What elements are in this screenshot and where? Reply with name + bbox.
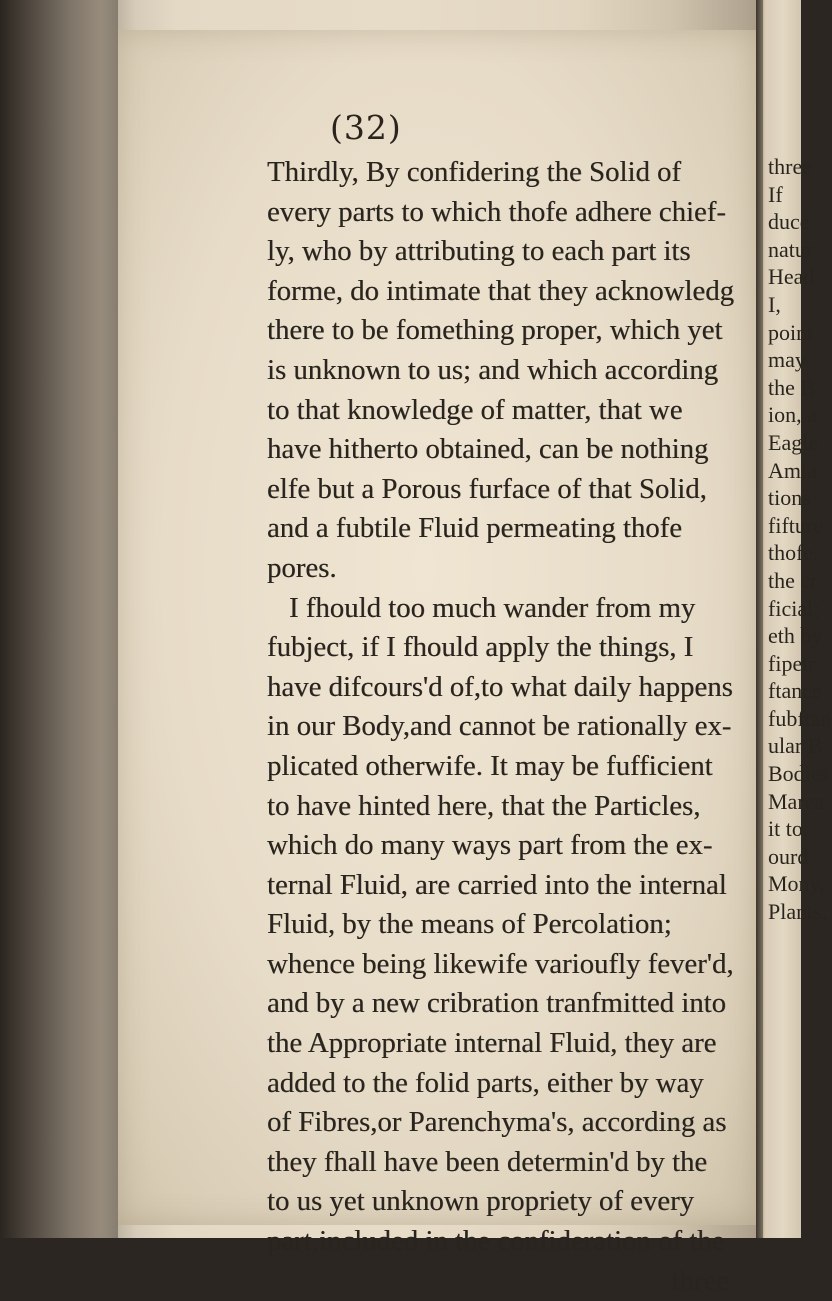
adjacent-fragment: fubftan [768,705,832,731]
page-body-text [267,153,735,1301]
text-line: plicated otherwife. It may be fufficient [267,749,713,782]
text-line: of Fibres,or Parenchyma's, according as [267,1106,727,1139]
book-gutter-shadow [0,0,118,1238]
adjacent-fragment: Mony, [768,871,825,897]
text-line: ternal Fluid, are carried into the internal [267,868,727,901]
adjacent-page-edge [756,0,832,1238]
adjacent-fragment: Bodies [768,761,830,787]
text-line: every parts to which thofe adhere chief- [267,195,726,228]
text-line: fubject, if I fhould apply the things, I [267,631,694,664]
text-line: part,included in the confideration of the [267,1225,725,1258]
adjacent-fragment: duce [768,209,810,235]
adjacent-fragment: Head [768,264,815,290]
text-line: to us yet unknown propriety of every [267,1185,695,1218]
text-line: is unknown to us; and which according [267,353,719,386]
catchword: three [671,1264,729,1297]
adjacent-fragment: the cr [768,567,818,593]
text-line: they fhall have been determin'd by the [267,1145,708,1178]
adjacent-fragment: may [768,347,806,373]
adjacent-fragment: it to, [768,816,809,842]
text-line: and by a new cribration tranfmitted into [267,987,727,1020]
text-line: added to the folid parts, either by way [267,1066,704,1099]
adjacent-fragment: fipetr [768,650,816,676]
adjacent-fragment: three [768,154,812,179]
adjacent-fragment: Amia [768,457,817,483]
text-line: ly, who by attributing to each part its [267,235,691,268]
adjacent-fragment: ular B [768,733,823,759]
text-line: Fluid, by the means of Percolation; [267,908,672,941]
adjacent-fragment: Marca [768,788,825,814]
text-line: have difcours'd of,to what daily happens [267,670,733,703]
adjacent-fragment: Plants, [768,899,828,925]
text-line: have hitherto obtained, can be nothing [267,433,709,466]
adjacent-fragment: I, [768,291,781,317]
text-line: elfe but a Porous furface of that Solid, [267,472,707,505]
adjacent-fragment: tions [768,485,811,511]
text-line: and a fubtile Fluid permeating thofe [267,512,683,545]
text-line: I fhould too much wander from my [289,591,696,624]
text-line: which do many ways part from the ex- [267,829,713,862]
text-line: pores. [267,551,337,584]
adjacent-fragment: eth by [768,623,823,649]
text-line: there to be fomething proper, which yet [267,314,723,347]
text-line: in our Body,and cannot be rationally ex- [267,710,732,743]
adjacent-fragment: the B [768,374,816,400]
adjacent-fragment: ftance [768,678,822,704]
text-line: Thirdly, By confidering the Solid of [267,156,682,188]
adjacent-fragment: ourd [768,843,809,869]
text-line: the Appropriate internal Fluid, they are [267,1027,717,1060]
adjacent-fragment: fifture [768,512,823,538]
text-line: forme, do intimate that they acknowledg [267,274,735,307]
text-line: to have hinted here, that the Particles, [267,789,701,822]
text-line: to that knowledge of matter, that we [267,393,683,426]
adjacent-fragment: natur [768,236,814,262]
adjacent-fragment: thofe, [768,540,819,566]
adjacent-page-text [768,153,832,926]
adjacent-fragment: Eagle [768,429,819,455]
adjacent-fragment: ion, a [768,402,817,428]
adjacent-fragment: If [768,181,783,207]
page-fold-shadow [756,0,763,1238]
text-line: whence being likewife varioufly fever'd, [267,947,734,980]
adjacent-fragment: point [768,319,814,345]
adjacent-fragment: ficial; [768,595,820,621]
page-number: (32) [330,108,402,147]
